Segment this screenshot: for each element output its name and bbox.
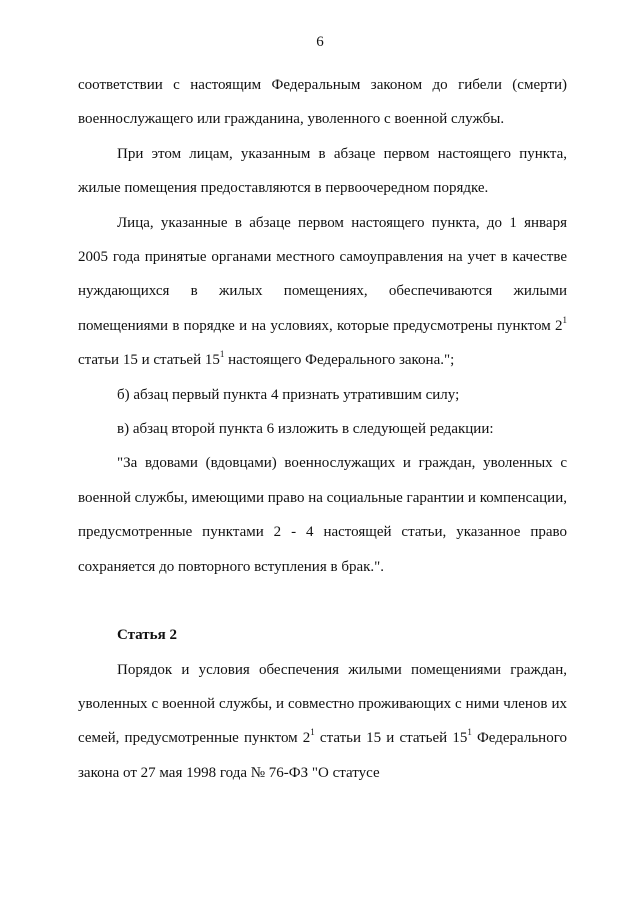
superscript: 1 <box>219 349 225 360</box>
article-heading: Статья 2 <box>117 627 177 644</box>
superscript: 1 <box>310 727 315 738</box>
page-number: 6 <box>316 34 324 50</box>
text-segment: статьи 15 и статьей 15 <box>78 352 220 369</box>
paragraph-article-2 <box>78 653 567 791</box>
paragraph-item-b: б) абзац первый пункта 4 признать утратившим силу; <box>117 386 460 403</box>
paragraph-widows-quote: "За вдовами (вдовцами) военнослужащих и граждан, уволенных с военной службы, имеющими право на социальные гарантии и компенсации, предусмотренные пунктами 2 - 4 настоящей статьи, указанное право сохраняется до повторного вступления в брак.". <box>78 455 567 575</box>
superscript: 1 <box>562 314 567 325</box>
paragraph-priority-order: При этом лицам, указанным в абзаце первом настоящего пункта, жилые помещения предоставляются в первоочередном порядке. <box>78 145 567 197</box>
text-segment: Порядок и условия обеспечения жилыми помещениями граждан, уволенных с военной службы, и совместно проживающих с ними членов их семей, предусмотренные пунктом 2 <box>78 661 567 747</box>
text-segment: статьи 15 и статьей 15 <box>314 730 468 747</box>
text-segment: Федерального закона от 27 мая 1998 года № 76-ФЗ "О статусе <box>78 730 567 781</box>
text-segment: настоящего Федерального закона."; <box>224 352 455 369</box>
paragraph-continuation: соответствии с настоящим Федеральным законом до гибели (смерти) военнослужащего или гражданина, уволенного с военной службы. <box>78 77 567 128</box>
text-segment: Лица, указанные в абзаце первом настоящего пункта, до 1 января 2005 года принятые органами местного самоуправления на учет в качестве нуждающихся в жилых помещениях, обеспечиваются жилыми помещениями в порядке и на условиях, которые предусмотрены пунктом 2 <box>78 214 567 334</box>
paragraph-housing-before-2005 <box>78 206 567 378</box>
paragraph-item-v: в) абзац второй пункта 6 изложить в следующей редакции: <box>117 421 494 438</box>
superscript: 1 <box>467 727 472 738</box>
document-body <box>78 68 567 790</box>
